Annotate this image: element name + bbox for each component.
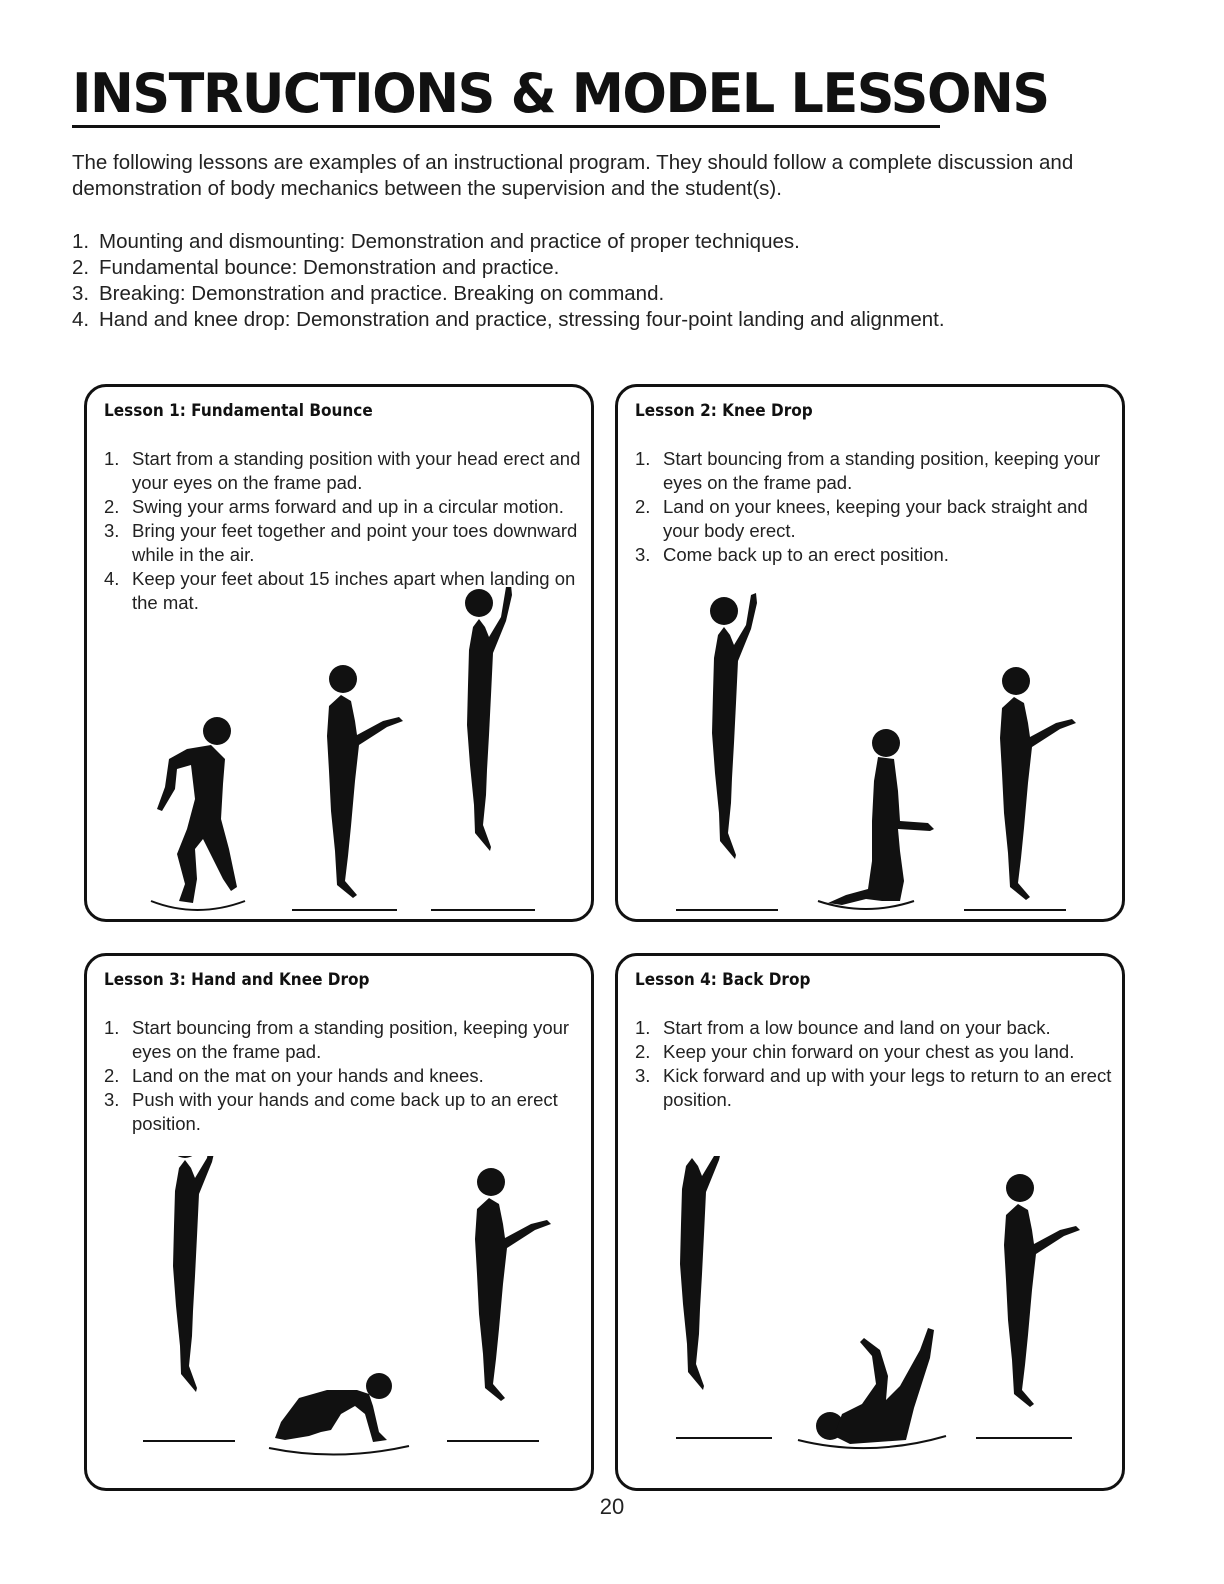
list-item-number: 2. [635,1041,651,1062]
list-item-text: Push with your hands and come back up to an erect position. [132,1089,558,1134]
list-item [104,1088,584,1136]
list-item-number: 1. [104,1017,120,1038]
back-drop-figure-icon [816,1328,934,1444]
list-item-number: 4. [104,568,120,589]
list-item [104,447,584,495]
list-item-number: 2. [635,496,651,517]
lesson-card-hand-and-knee-drop [84,953,594,1491]
lesson-card-fundamental-bounce [84,384,594,922]
list-item [104,1016,584,1064]
list-item-text: Bring your feet together and point your toes downward while in the air. [132,520,578,565]
list-item-text: Fundamental bounce: Demonstration and practice. [99,256,560,279]
lesson-steps [104,1016,584,1136]
list-item-number: 3. [104,520,120,541]
list-item-text: Kick forward and up with your legs to return to an erect position. [663,1065,1112,1110]
standing-figure-icon [1004,1174,1080,1407]
list-item [635,1064,1115,1112]
lesson-title: Lesson 3: Hand and Knee Drop [104,970,370,990]
title-underline [72,125,940,128]
standing-figure-icon [475,1168,551,1401]
list-item [635,447,1115,495]
list-item [635,495,1115,543]
lesson-illustration [618,1156,1121,1486]
trampoline-mat-flexed [151,901,245,910]
lesson-illustration [87,1156,590,1486]
lesson-steps [635,1016,1115,1112]
list-item-number: 4. [72,308,90,331]
list-item-number: 2. [104,496,120,517]
list-item [635,543,1115,567]
list-item-text: Start bouncing from a standing position, keeping your eyes on the frame pad. [132,1017,570,1062]
list-item-number: 3. [635,544,651,565]
list-item-number: 3. [72,282,90,305]
lesson-card-back-drop [615,953,1125,1491]
list-item [104,519,584,567]
list-item [72,229,1152,255]
intro-paragraph: The following lessons are examples of an instructional program. They should follow a complete discussion and demonstration of body mechanics between the supervision and the student(s). [72,151,1074,200]
squat-figure-icon [157,717,237,903]
program-steps-list [72,229,1152,333]
list-item-text: Start bouncing from a standing position, keeping your eyes on the frame pad. [663,448,1101,493]
lesson-steps [635,447,1115,567]
list-item-text: Swing your arms forward and up in a circular motion. [132,496,564,517]
list-item [72,307,1152,333]
list-item [104,1064,584,1088]
list-item-number: 3. [635,1065,651,1086]
jumping-figure-icon [710,593,757,859]
list-item-text: Breaking: Demonstration and practice. Breaking on command. [99,282,665,305]
list-item-number: 1. [104,448,120,469]
list-item-number: 2. [72,256,90,279]
list-item [635,1016,1115,1040]
page-number: 20 [599,1494,625,1519]
list-item-text: Land on your knees, keeping your back straight and your body erect. [663,496,1088,541]
lesson-title: Lesson 4: Back Drop [635,970,811,990]
kneeling-figure-icon [828,729,934,905]
lesson-title: Lesson 1: Fundamental Bounce [104,401,373,421]
standing-figure-icon [327,665,403,898]
jumping-figure-icon [465,587,512,851]
hands-and-knees-figure-icon [275,1373,392,1442]
list-item-text: Keep your chin forward on your chest as you land. [663,1041,1075,1062]
lesson-card-knee-drop [615,384,1125,922]
list-item-number: 2. [104,1065,120,1086]
list-item-number: 1. [635,1017,651,1038]
list-item [104,495,584,519]
trampoline-mat-flexed [269,1446,409,1455]
list-item [72,255,1152,281]
jumping-figure-icon [678,1156,725,1390]
list-item-number: 3. [104,1089,120,1110]
list-item-number: 1. [72,230,90,253]
list-item-text: Land on the mat on your hands and knees. [132,1065,484,1086]
list-item-text: Come back up to an erect position. [663,544,949,565]
list-item-text: Start from a low bounce and land on your back. [663,1017,1051,1038]
page-title: INSTRUCTIONS & MODEL LESSONS [72,62,1049,125]
list-item-text: Start from a standing position with your head erect and your eyes on the frame pad. [132,448,581,493]
lesson-illustration [618,587,1121,917]
list-item-number: 1. [635,448,651,469]
lesson-title: Lesson 2: Knee Drop [635,401,813,421]
list-item-text: Keep your feet about 15 inches apart when landing on the mat. [132,568,576,613]
list-item [72,281,1152,307]
list-item-text: Hand and knee drop: Demonstration and practice, stressing four-point landing and alignment. [99,308,945,331]
standing-figure-icon [1000,667,1076,900]
lesson-illustration [87,587,590,917]
list-item-text: Mounting and dismounting: Demonstration and practice of proper techniques. [99,230,800,253]
list-item [635,1040,1115,1064]
jumping-figure-icon [171,1156,218,1392]
